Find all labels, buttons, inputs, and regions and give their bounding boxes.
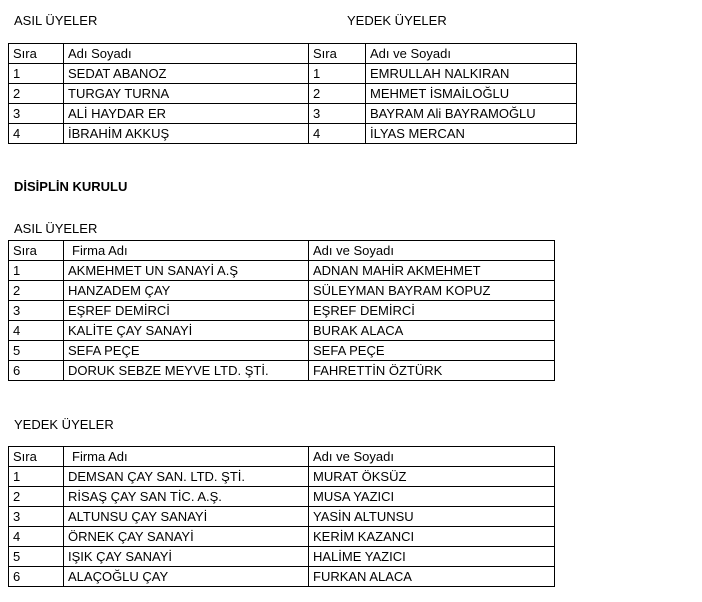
table-cell: EMRULLAH NALKIRAN: [366, 64, 577, 84]
table-cell: YASİN ALTUNSU: [309, 507, 555, 527]
table-row: [9, 64, 577, 84]
header-cell: Adı ve Soyadı: [309, 241, 555, 261]
table-cell: ADNAN MAHİR AKMEHMET: [309, 261, 555, 281]
header-cell: Sıra: [9, 241, 64, 261]
table-cell: BAYRAM Ali BAYRAMOĞLU: [366, 104, 577, 124]
header-cell: Firma Adı: [64, 447, 309, 467]
header-cell: Adı ve Soyadı: [309, 447, 555, 467]
table-header-row: [9, 241, 555, 261]
table-cell: DEMSAN ÇAY SAN. LTD. ŞTİ.: [64, 467, 309, 487]
table-header-row: [9, 44, 577, 64]
yedek-uyeler-title: YEDEK ÜYELER: [347, 13, 447, 28]
table-row: [9, 104, 577, 124]
table-cell: TURGAY TURNA: [64, 84, 309, 104]
table-cell: RİSAŞ ÇAY SAN TİC. A.Ş.: [64, 487, 309, 507]
table-cell: BURAK ALACA: [309, 321, 555, 341]
header-cell: Sıra: [9, 44, 64, 64]
table-cell: SEFA PEÇE: [64, 341, 309, 361]
table-cell: SEFA PEÇE: [309, 341, 555, 361]
table-cell: EŞREF DEMİRCİ: [64, 301, 309, 321]
table-row: [9, 301, 555, 321]
header-cell: Adı Soyadı: [64, 44, 309, 64]
disiplin-asil-table: [8, 240, 555, 381]
table-cell: HANZADEM ÇAY: [64, 281, 309, 301]
table-cell: KALİTE ÇAY SANAYİ: [64, 321, 309, 341]
table-cell: ÖRNEK ÇAY SANAYİ: [64, 527, 309, 547]
table-cell: SÜLEYMAN BAYRAM KOPUZ: [309, 281, 555, 301]
table-row: [9, 567, 555, 587]
table-cell: MEHMET İSMAİLOĞLU: [366, 84, 577, 104]
table-cell: 4: [9, 527, 64, 547]
table-row: [9, 124, 577, 144]
table-row: [9, 527, 555, 547]
table-cell: 6: [9, 361, 64, 381]
table-cell: 4: [309, 124, 366, 144]
table-cell: 4: [9, 124, 64, 144]
table-cell: 1: [9, 64, 64, 84]
table-cell: DORUK SEBZE MEYVE LTD. ŞTİ.: [64, 361, 309, 381]
table-cell: 3: [9, 301, 64, 321]
table-cell: İLYAS MERCAN: [366, 124, 577, 144]
table-cell: ALAÇOĞLU ÇAY: [64, 567, 309, 587]
table-cell: MUSA YAZICI: [309, 487, 555, 507]
table-cell: 3: [9, 104, 64, 124]
header-cell: Adı ve Soyadı: [366, 44, 577, 64]
table-cell: 3: [309, 104, 366, 124]
top-members-table: [8, 43, 577, 144]
table-row: [9, 84, 577, 104]
disiplin-kurulu-title: DİSİPLİN KURULU: [14, 179, 128, 194]
table-header-row: [9, 447, 555, 467]
table-cell: 1: [9, 467, 64, 487]
table-cell: SEDAT ABANOZ: [64, 64, 309, 84]
table-cell: ALİ HAYDAR ER: [64, 104, 309, 124]
table-cell: KERİM KAZANCI: [309, 527, 555, 547]
disiplin-asil-title: ASIL ÜYELER: [14, 221, 98, 236]
header-cell: Sıra: [9, 447, 64, 467]
table-cell: HALİME YAZICI: [309, 547, 555, 567]
table-cell: AKMEHMET UN SANAYİ A.Ş: [64, 261, 309, 281]
table-row: [9, 547, 555, 567]
table-cell: 1: [309, 64, 366, 84]
table-cell: MURAT ÖKSÜZ: [309, 467, 555, 487]
disiplin-yedek-table: [8, 446, 555, 587]
asil-uyeler-title: ASIL ÜYELER: [14, 13, 98, 28]
table-cell: 6: [9, 567, 64, 587]
table-row: [9, 467, 555, 487]
table-row: [9, 361, 555, 381]
table-row: [9, 487, 555, 507]
table-cell: IŞIK ÇAY SANAYİ: [64, 547, 309, 567]
header-cell: Firma Adı: [64, 241, 309, 261]
table-row: [9, 321, 555, 341]
table-cell: 2: [9, 487, 64, 507]
table-row: [9, 507, 555, 527]
table-cell: 5: [9, 547, 64, 567]
disiplin-yedek-title: YEDEK ÜYELER: [14, 417, 114, 432]
table-row: [9, 261, 555, 281]
table-cell: 2: [9, 281, 64, 301]
table-cell: EŞREF DEMİRCİ: [309, 301, 555, 321]
table-cell: 1: [9, 261, 64, 281]
table-cell: 4: [9, 321, 64, 341]
table-row: [9, 341, 555, 361]
table-cell: İBRAHİM AKKUŞ: [64, 124, 309, 144]
table-cell: FAHRETTİN ÖZTÜRK: [309, 361, 555, 381]
table-cell: 2: [9, 84, 64, 104]
table-cell: 5: [9, 341, 64, 361]
table-cell: ALTUNSU ÇAY SANAYİ: [64, 507, 309, 527]
header-cell: Sıra: [309, 44, 366, 64]
table-cell: FURKAN ALACA: [309, 567, 555, 587]
table-cell: 3: [9, 507, 64, 527]
table-row: [9, 281, 555, 301]
table-cell: 2: [309, 84, 366, 104]
